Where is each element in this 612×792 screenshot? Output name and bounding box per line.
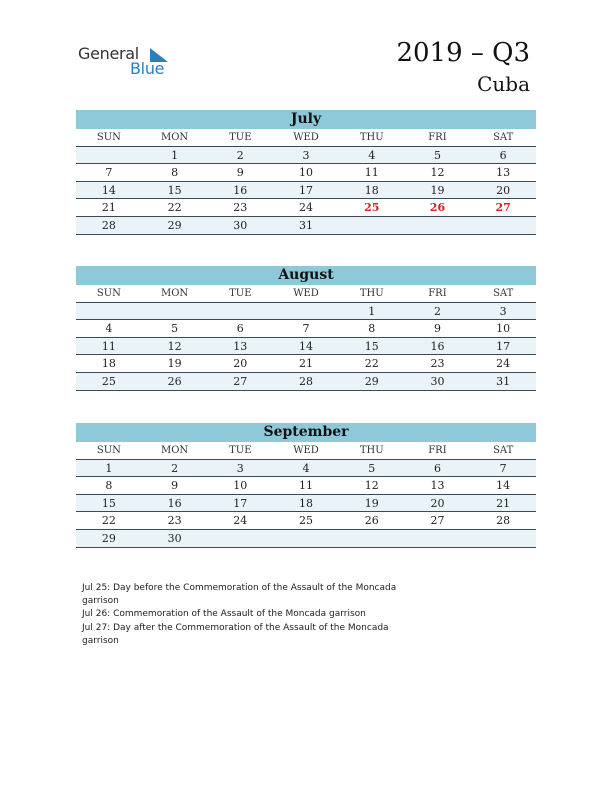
holiday-note: Jul 27: Day after the Commemoration of the Assault of the Moncada garrison bbox=[82, 622, 389, 646]
day-cell: 16 bbox=[233, 183, 248, 197]
day-cell: 30 bbox=[167, 531, 182, 545]
day-cell: 14 bbox=[496, 479, 511, 493]
day-cell: 14 bbox=[101, 183, 116, 197]
day-cell: 12 bbox=[364, 479, 379, 493]
day-cell bbox=[273, 303, 339, 320]
day-cell: 20 bbox=[430, 496, 445, 510]
weekday-label: TUE bbox=[229, 132, 252, 143]
day-cell: 11 bbox=[364, 166, 379, 180]
day-cell: 28 bbox=[101, 218, 116, 232]
day-cell bbox=[470, 530, 536, 547]
day-cell: 5 bbox=[171, 322, 179, 336]
day-cell: 27 bbox=[430, 514, 445, 528]
day-cell: 6 bbox=[433, 461, 441, 475]
day-cell: 22 bbox=[101, 514, 116, 528]
day-cell: 25 bbox=[101, 374, 116, 388]
day-cell: 24 bbox=[299, 201, 314, 215]
day-cell: 21 bbox=[101, 201, 116, 215]
week-row bbox=[76, 217, 536, 235]
weekday-label: FRI bbox=[428, 288, 447, 299]
day-cell: 29 bbox=[101, 531, 116, 545]
day-cell: 7 bbox=[302, 322, 310, 336]
day-cell: 8 bbox=[171, 166, 179, 180]
weekday-label: MON bbox=[160, 445, 189, 456]
holiday-note: Jul 25: Day before the Commemoration of the Assault of the Moncada garrison bbox=[82, 583, 397, 607]
holiday-day-cell: 27 bbox=[495, 201, 511, 215]
day-cell: 3 bbox=[302, 148, 310, 162]
month-block bbox=[76, 266, 536, 391]
day-cell bbox=[207, 530, 273, 547]
day-cell: 8 bbox=[368, 322, 376, 336]
day-cell: 24 bbox=[233, 514, 248, 528]
day-cell: 10 bbox=[496, 322, 511, 336]
day-cell: 17 bbox=[496, 339, 511, 353]
day-cell: 17 bbox=[233, 496, 248, 510]
weekday-label: SUN bbox=[96, 445, 121, 456]
day-cell: 18 bbox=[364, 183, 379, 197]
day-cell: 31 bbox=[299, 218, 314, 232]
day-cell bbox=[405, 217, 471, 234]
weekday-label: THU bbox=[359, 132, 384, 143]
day-cell: 13 bbox=[496, 166, 511, 180]
day-cell: 30 bbox=[430, 374, 445, 388]
week-row bbox=[76, 460, 536, 478]
weekday-label: SAT bbox=[493, 132, 514, 143]
week-row bbox=[76, 530, 536, 548]
month-block bbox=[76, 423, 536, 548]
week-row bbox=[76, 477, 536, 495]
weekday-label: WED bbox=[293, 288, 319, 299]
day-cell: 20 bbox=[496, 183, 511, 197]
month-title: August bbox=[76, 266, 536, 285]
day-cell: 19 bbox=[167, 357, 182, 371]
holiday-day-cell: 25 bbox=[364, 201, 380, 215]
day-cell: 16 bbox=[430, 339, 445, 353]
week-row bbox=[76, 512, 536, 530]
weekday-header-row bbox=[76, 285, 536, 303]
week-row bbox=[76, 182, 536, 200]
brand-general: General bbox=[78, 44, 139, 63]
week-row bbox=[76, 320, 536, 338]
day-cell: 9 bbox=[236, 166, 244, 180]
day-cell: 9 bbox=[433, 322, 441, 336]
day-cell: 12 bbox=[167, 339, 182, 353]
day-cell: 21 bbox=[299, 357, 314, 371]
day-cell: 11 bbox=[101, 339, 116, 353]
week-row bbox=[76, 164, 536, 182]
day-cell: 22 bbox=[167, 201, 182, 215]
brand-logo bbox=[78, 44, 178, 80]
day-cell: 16 bbox=[167, 496, 182, 510]
brand-blue: Blue bbox=[130, 59, 165, 78]
weekday-label: SUN bbox=[96, 288, 121, 299]
day-cell: 25 bbox=[299, 514, 314, 528]
country-name: Cuba bbox=[477, 72, 530, 96]
weekday-label: SAT bbox=[493, 288, 514, 299]
day-cell: 1 bbox=[368, 304, 376, 318]
page-title: 2019 – Q3 bbox=[396, 38, 530, 68]
day-cell: 15 bbox=[167, 183, 182, 197]
holiday-day-cell: 26 bbox=[429, 201, 446, 215]
day-cell: 28 bbox=[496, 514, 511, 528]
day-cell: 26 bbox=[167, 374, 182, 388]
day-cell bbox=[470, 217, 536, 234]
weekday-label: SUN bbox=[96, 132, 121, 143]
week-row bbox=[76, 147, 536, 165]
day-cell: 4 bbox=[368, 148, 376, 162]
day-cell: 13 bbox=[430, 479, 445, 493]
day-cell: 17 bbox=[299, 183, 314, 197]
day-cell: 13 bbox=[233, 339, 248, 353]
day-cell: 14 bbox=[299, 339, 314, 353]
day-cell: 18 bbox=[101, 357, 116, 371]
day-cell: 6 bbox=[236, 322, 244, 336]
day-cell: 18 bbox=[299, 496, 314, 510]
weekday-label: TUE bbox=[229, 288, 252, 299]
weekday-header-row bbox=[76, 442, 536, 460]
day-cell: 31 bbox=[496, 374, 511, 388]
day-cell: 7 bbox=[499, 461, 507, 475]
weekday-label: FRI bbox=[428, 445, 447, 456]
day-cell: 24 bbox=[496, 357, 511, 371]
day-cell: 22 bbox=[364, 357, 379, 371]
day-cell: 2 bbox=[236, 148, 244, 162]
day-cell: 7 bbox=[105, 166, 113, 180]
holiday-notes bbox=[82, 582, 402, 648]
holiday-note: Jul 26: Commemoration of the Assault of the Moncada garrison bbox=[82, 609, 366, 620]
weekday-label: WED bbox=[293, 445, 319, 456]
day-cell: 2 bbox=[171, 461, 179, 475]
weekday-label: SAT bbox=[493, 445, 514, 456]
day-cell bbox=[273, 530, 339, 547]
weekday-label: MON bbox=[160, 132, 189, 143]
week-row bbox=[76, 373, 536, 391]
week-row bbox=[76, 338, 536, 356]
week-row bbox=[76, 303, 536, 321]
day-cell: 9 bbox=[171, 479, 179, 493]
weekday-label: FRI bbox=[428, 132, 447, 143]
day-cell bbox=[207, 303, 273, 320]
day-cell: 4 bbox=[302, 461, 310, 475]
day-cell: 3 bbox=[499, 304, 507, 318]
day-cell: 23 bbox=[430, 357, 445, 371]
week-row bbox=[76, 199, 536, 217]
weekday-label: MON bbox=[160, 288, 189, 299]
day-cell: 15 bbox=[101, 496, 116, 510]
weekday-label: THU bbox=[359, 288, 384, 299]
day-cell bbox=[142, 303, 208, 320]
day-cell: 23 bbox=[233, 201, 248, 215]
day-cell: 12 bbox=[430, 166, 445, 180]
weekday-header-row bbox=[76, 129, 536, 147]
month-title: July bbox=[76, 110, 536, 129]
day-cell: 21 bbox=[496, 496, 511, 510]
day-cell: 5 bbox=[433, 148, 441, 162]
day-cell: 29 bbox=[167, 218, 182, 232]
day-cell: 2 bbox=[433, 304, 441, 318]
day-cell: 27 bbox=[233, 374, 248, 388]
weekday-label: TUE bbox=[229, 445, 252, 456]
week-row bbox=[76, 495, 536, 513]
day-cell: 6 bbox=[499, 148, 507, 162]
day-cell: 26 bbox=[364, 514, 379, 528]
day-cell: 28 bbox=[299, 374, 314, 388]
day-cell bbox=[76, 147, 142, 164]
day-cell: 23 bbox=[167, 514, 182, 528]
day-cell: 3 bbox=[236, 461, 244, 475]
day-cell: 1 bbox=[105, 461, 113, 475]
day-cell bbox=[76, 303, 142, 320]
month-title: September bbox=[76, 423, 536, 442]
day-cell: 1 bbox=[171, 148, 179, 162]
day-cell bbox=[339, 217, 405, 234]
day-cell: 10 bbox=[299, 166, 314, 180]
day-cell: 10 bbox=[233, 479, 248, 493]
day-cell: 19 bbox=[430, 183, 445, 197]
day-cell bbox=[339, 530, 405, 547]
week-row bbox=[76, 355, 536, 373]
day-cell: 4 bbox=[105, 322, 113, 336]
day-cell: 30 bbox=[233, 218, 248, 232]
day-cell: 29 bbox=[364, 374, 379, 388]
day-cell: 20 bbox=[233, 357, 248, 371]
weekday-label: WED bbox=[293, 132, 319, 143]
day-cell: 19 bbox=[364, 496, 379, 510]
weekday-label: THU bbox=[359, 445, 384, 456]
month-block bbox=[76, 110, 536, 235]
day-cell bbox=[405, 530, 471, 547]
day-cell: 8 bbox=[105, 479, 113, 493]
day-cell: 15 bbox=[364, 339, 379, 353]
day-cell: 11 bbox=[299, 479, 314, 493]
day-cell: 5 bbox=[368, 461, 376, 475]
